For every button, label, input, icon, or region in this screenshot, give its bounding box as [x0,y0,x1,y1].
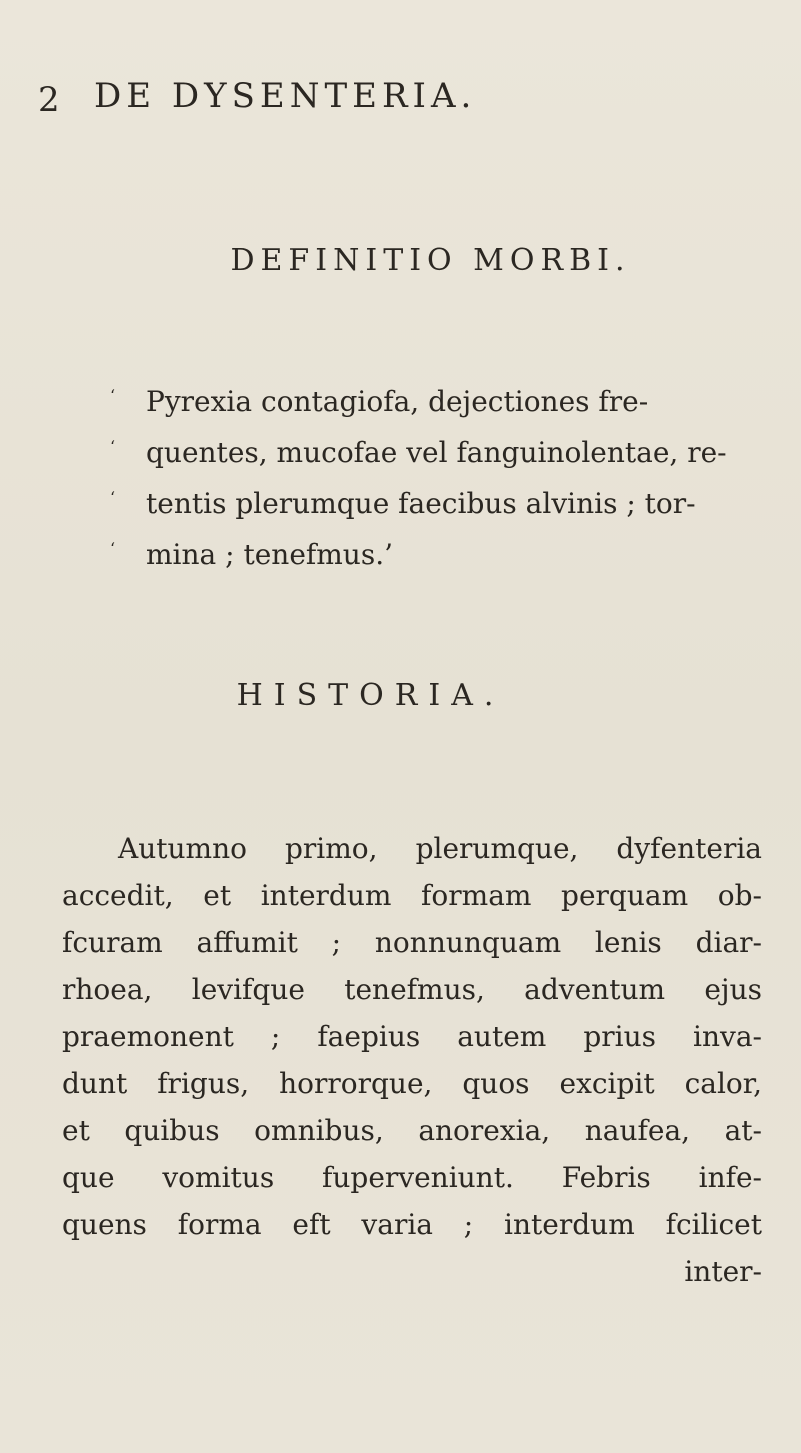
definition-line-text: Pyrexia contagiofa, dejectiones fre- [146,385,649,418]
quote-mark: ‘ [110,437,116,456]
quote-mark: ‘ [110,539,116,558]
definition-line [110,478,750,529]
catchword: inter- [684,1255,762,1288]
history-line: Autumno primo, plerumque, dyfenteria [118,832,762,865]
history-line: fcuram affumit ; nonnunquam lenis diar- [62,926,762,959]
quote-mark: ‘ [110,488,116,507]
history-heading: HISTORIA. [236,678,505,713]
definition-line [110,427,750,478]
history-paragraph [62,825,762,1295]
definition-paragraph [110,376,750,580]
definition-line-text: quentes, mucofae vel fanguinolentae, re- [146,436,727,469]
history-line: que vomitus fuperveniunt. Febris infe- [62,1161,762,1194]
definition-line [110,529,750,580]
history-line: praemonent ; faepius autem prius inva- [62,1020,762,1053]
history-line: quens forma eft varia ; interdum fcilicet [62,1208,762,1241]
page-header [0,70,801,120]
page-number: 2 [38,80,60,120]
history-line: accedit, et interdum formam perquam ob- [62,879,762,912]
definition-heading: DEFINITIO MORBI. [230,243,631,278]
quote-mark: ‘ [110,386,116,405]
history-line: dunt frigus, horrorque, quos excipit calor, [62,1067,762,1100]
definition-line-text: tentis plerumque faecibus alvinis ; tor- [146,487,696,520]
history-line: rhoea, levifque tenefmus, adventum ejus [62,973,762,1006]
running-title: DE DYSENTERIA. [94,76,477,116]
definition-line-text: mina ; tenefmus.’ [146,538,394,571]
definition-line [110,376,750,427]
history-line: et quibus omnibus, anorexia, naufea, at- [62,1114,762,1147]
